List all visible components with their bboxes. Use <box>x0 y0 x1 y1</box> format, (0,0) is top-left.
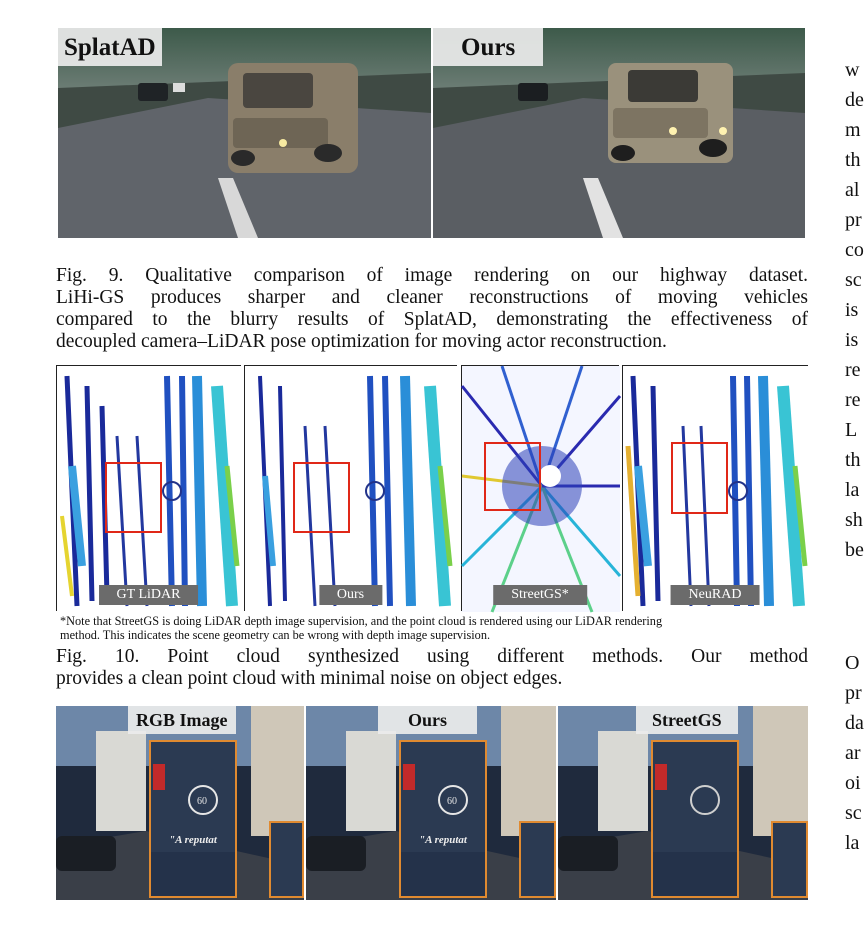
fig9-right-image <box>433 28 805 238</box>
column-line: L <box>845 419 858 441</box>
fig11-label: StreetGS <box>636 706 738 734</box>
column-line: th <box>845 149 861 171</box>
lidar-panel-ours <box>244 365 457 611</box>
caption-line: LiHi-GS produces sharper and cleaner reconstructions of moving vehicles <box>56 287 808 308</box>
column-line: pr <box>845 209 862 231</box>
column-line: m <box>845 119 861 141</box>
caption-line: Fig. 10. Point cloud synthesized using different methods. Our method <box>56 646 808 667</box>
note-line: method. This indicates the scene geometry can be wrong with depth image supervision. <box>60 628 491 642</box>
lidar-panel-label: NeuRAD <box>671 585 760 605</box>
svg-text:60: 60 <box>447 796 457 807</box>
zoom-inset-small <box>519 821 556 898</box>
lidar-panel-label: GT LiDAR <box>99 585 199 605</box>
highlight-box <box>671 442 728 514</box>
svg-text:60: 60 <box>197 796 207 807</box>
column-line: is <box>845 329 859 351</box>
highlight-box <box>293 462 350 533</box>
column-line: la <box>845 832 860 854</box>
column-line: oi <box>845 772 861 794</box>
zoom-inset-small <box>269 821 304 898</box>
zoom-inset-small <box>771 821 808 898</box>
fig11-label: RGB Image <box>128 706 236 734</box>
inset-sign-text: "A reputat <box>419 834 467 846</box>
column-line: is <box>845 299 859 321</box>
zoom-inset <box>149 740 237 898</box>
fig9-right-label: Ours <box>433 28 543 66</box>
fig10-note <box>60 614 810 642</box>
column-line: al <box>845 179 860 201</box>
caption-line: provides a clean point cloud with minimal noise on object edges. <box>56 668 563 689</box>
lidar-panel-streetgs <box>461 365 619 611</box>
column-line: sc <box>845 802 862 824</box>
column-line: ar <box>845 742 861 764</box>
right-column-text <box>845 55 862 565</box>
caption-line: decoupled camera–LiDAR pose optimization for moving actor reconstruction. <box>56 331 667 352</box>
zoom-inset <box>651 740 739 898</box>
column-line: la <box>845 479 860 501</box>
lidar-panel-gt <box>56 365 241 611</box>
fig9-left-label: SplatAD <box>58 28 162 66</box>
column-line: O <box>845 652 860 674</box>
column-line: th <box>845 449 861 471</box>
column-line: sh <box>845 509 863 531</box>
highlight-box <box>484 442 541 511</box>
column-line: re <box>845 389 861 411</box>
column-line: w <box>845 59 860 81</box>
column-line: be <box>845 539 864 561</box>
right-column-text-2 <box>845 648 864 854</box>
fig11-streetgs-image <box>558 706 808 900</box>
column-line: da <box>845 712 864 734</box>
caption-line: compared to the blurry results of SplatAD, demonstrating the effectiveness of <box>56 309 808 330</box>
lidar-panel-neurad <box>622 365 808 611</box>
column-line: pr <box>845 682 862 704</box>
column-line: sc <box>845 269 862 291</box>
lidar-panel-label: StreetGS* <box>493 585 587 605</box>
fig11-ours-image <box>306 706 556 900</box>
zoom-inset <box>399 740 487 898</box>
highlight-box <box>105 462 162 533</box>
caption-line: Fig. 9. Qualitative comparison of image rendering on our highway dataset. <box>56 265 808 286</box>
fig10-caption <box>56 646 808 690</box>
fig11-label: Ours <box>378 706 477 734</box>
inset-sign-text: "A reputat <box>169 834 217 846</box>
fig9-caption <box>56 265 808 353</box>
column-line: de <box>845 89 864 111</box>
fig11-rgb-image <box>56 706 304 900</box>
column-line: re <box>845 359 861 381</box>
note-line: *Note that StreetGS is doing LiDAR depth image supervision, and the point cloud is rendered using our LiDAR rendering <box>60 614 663 628</box>
fig9-left-image <box>58 28 431 238</box>
column-line: co <box>845 239 864 261</box>
lidar-panel-label: Ours <box>319 585 382 605</box>
